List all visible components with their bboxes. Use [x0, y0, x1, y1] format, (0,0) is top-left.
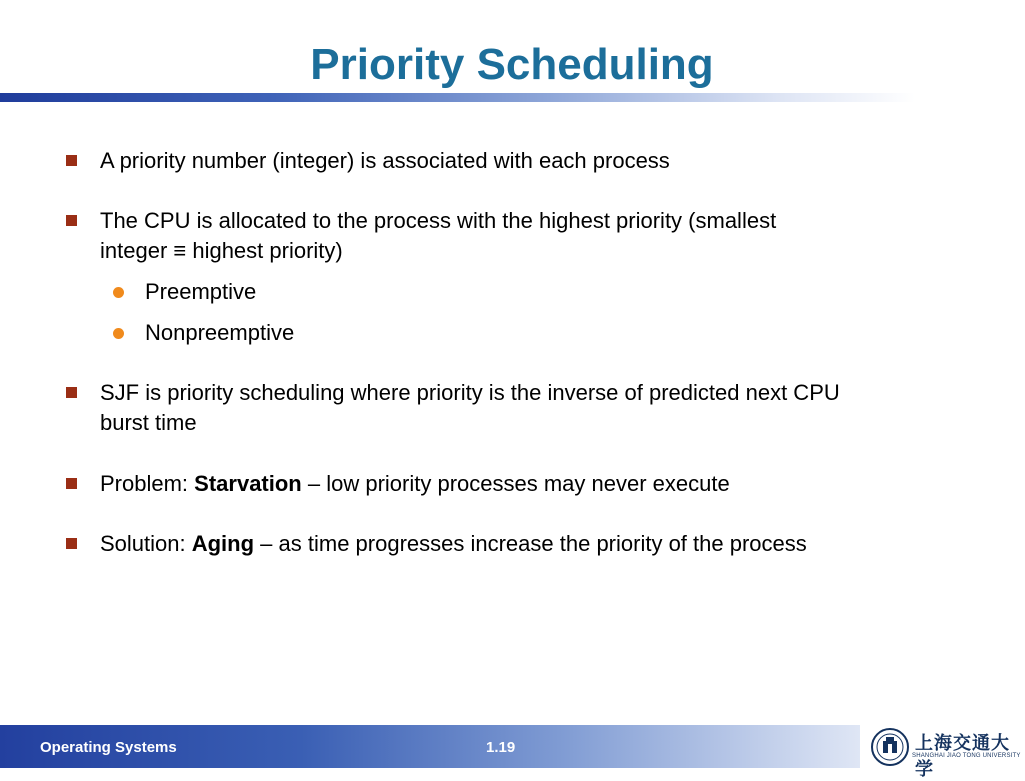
- square-bullet-icon: [66, 478, 77, 489]
- bullet-text: A priority number (integer) is associated with each process: [100, 148, 670, 173]
- round-bullet-icon: [113, 328, 124, 339]
- round-bullet-icon: [113, 287, 124, 298]
- footer-course-name: Operating Systems: [40, 739, 177, 756]
- square-bullet-icon: [66, 215, 77, 226]
- footer-bar: [0, 725, 860, 768]
- university-name-cn: 上海交通大学: [915, 733, 1010, 780]
- bullet-prefix: Problem:: [100, 471, 195, 496]
- bullet-text: [100, 378, 980, 438]
- square-bullet-icon: [66, 387, 77, 398]
- bullet-text-line1: The CPU is allocated to the process with the highest priority (smallest: [100, 208, 777, 233]
- square-bullet-icon: [66, 155, 77, 166]
- bullet-text: [100, 206, 980, 266]
- sub-bullet-text: Nonpreemptive: [145, 320, 295, 345]
- university-logo: [860, 725, 1024, 780]
- bullet-bold-term: Aging: [191, 531, 255, 556]
- bullet-suffix: – as time progresses increase the priority of the process: [254, 531, 807, 556]
- bullet-suffix: – low priority processes may never execute: [301, 471, 730, 496]
- square-bullet-icon: [66, 538, 77, 549]
- bullet-text: [100, 469, 980, 499]
- slide-title: Priority Scheduling: [310, 40, 714, 89]
- sub-bullet-text: Preemptive: [145, 279, 257, 304]
- slide-number: 1.19: [486, 739, 516, 756]
- university-seal-icon: [868, 727, 912, 767]
- university-name-en: SHANGHAI JIAO TONG UNIVERSITY: [912, 753, 1021, 759]
- bullet-text: [100, 529, 980, 559]
- bullet-prefix: Solution:: [100, 531, 192, 556]
- title-underline-bar: [0, 93, 915, 102]
- bullet-text-line2: integer ≡ highest priority): [100, 238, 343, 263]
- bullet-bold-term: Starvation: [194, 471, 302, 496]
- bullet-text-line2: burst time: [100, 410, 197, 435]
- bullet-text-line1: SJF is priority scheduling where priority is the inverse of predicted next CPU: [100, 380, 840, 405]
